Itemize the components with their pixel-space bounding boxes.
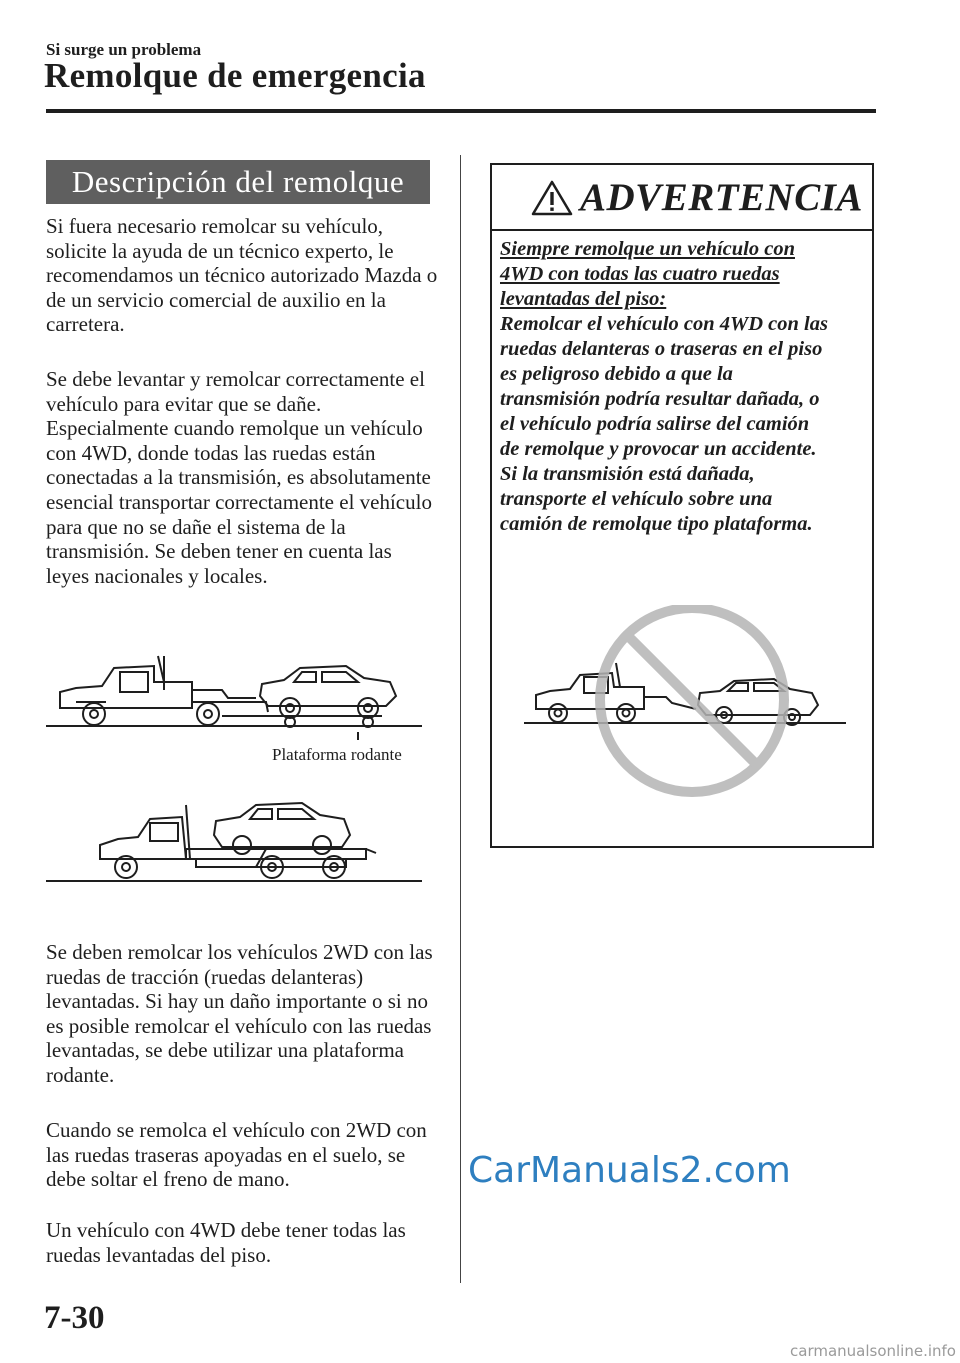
warning-heading-line: Siempre remolque un vehículo con xyxy=(500,238,795,260)
warning-body-line: el vehículo podría salirse del camión xyxy=(500,413,810,435)
prohibition-icon xyxy=(600,608,784,792)
section-label: Si surge un problema xyxy=(46,40,202,59)
warning-body-line: transmisión podría resultar dañada, o xyxy=(500,388,820,410)
warning-heading-line: levantadas del piso: xyxy=(500,288,667,310)
page-number: 7-30 xyxy=(44,1300,105,1336)
warning-body-line: Remolcar el vehículo con 4WD con las xyxy=(500,313,828,335)
flatbed-truck-illustration xyxy=(46,795,426,890)
section-banner: Descripción del remolque xyxy=(46,160,430,204)
figure-caption: Plataforma rodante xyxy=(272,745,402,764)
warning-body-line: Si la transmisión está dañada, xyxy=(500,463,755,485)
paragraph-4wd: Un vehículo con 4WD debe tener todas las ruedas levantadas del piso. xyxy=(46,1218,406,1267)
warning-box xyxy=(490,163,874,848)
tow-truck-dolly-illustration xyxy=(46,650,426,740)
watermark: CarManuals2.com xyxy=(468,1150,791,1191)
prohibited-towing-illustration xyxy=(520,605,850,805)
paragraph-intro: Si fuera necesario remolcar su vehículo, solicite la ayuda de un técnico experto, le recomendamos un técnico autorizado Mazda o de un servicio comercial de auxilio en la carretera. xyxy=(46,214,438,337)
warning-body-line: transporte el vehículo sobre una xyxy=(500,488,773,510)
warning-body-line: ruedas delanteras o traseras en el piso xyxy=(500,338,823,360)
footer-link[interactable]: carmanualsonline.info xyxy=(790,1342,956,1360)
warning-body-line: es peligroso debido a que la xyxy=(500,363,733,385)
paragraph-parking-brake: Cuando se remolca el vehículo con 2WD con las ruedas traseras apoyadas en el suelo, se debe soltar el freno de mano. xyxy=(46,1118,427,1192)
title-rule xyxy=(46,109,876,113)
page-title: Remolque de emergencia xyxy=(44,56,426,95)
warning-header xyxy=(492,165,872,231)
warning-text xyxy=(500,237,872,537)
warning-triangle-icon xyxy=(530,179,574,217)
column-divider xyxy=(460,155,461,1283)
warning-body-line: de remolque y provocar un accidente. xyxy=(500,438,817,460)
warning-heading-line: 4WD con todas las cuatro ruedas xyxy=(500,263,780,285)
paragraph-lifting: Se debe levantar y remolcar correctamente el vehículo para evitar que se dañe. Especialmente cuando remolque un vehículo con 4WD, donde todas las ruedas están conectadas a la transmisión, es absolutamente esencial transportar correctamente el vehículo para que no se dañe el sistema de la transmisión. Se deben tener en cuenta las leyes nacionales y locales. xyxy=(46,367,432,588)
warning-body-line: camión de remolque tipo plataforma. xyxy=(500,513,813,535)
warning-title: ADVERTENCIA xyxy=(580,176,863,219)
paragraph-2wd: Se deben remolcar los vehículos 2WD con las ruedas de tracción (ruedas delanteras) levantadas. Si hay un daño importante o si no es posible remolcar el vehículo con las ruedas levantadas, se debe utilizar una plataforma rodante. xyxy=(46,940,433,1087)
